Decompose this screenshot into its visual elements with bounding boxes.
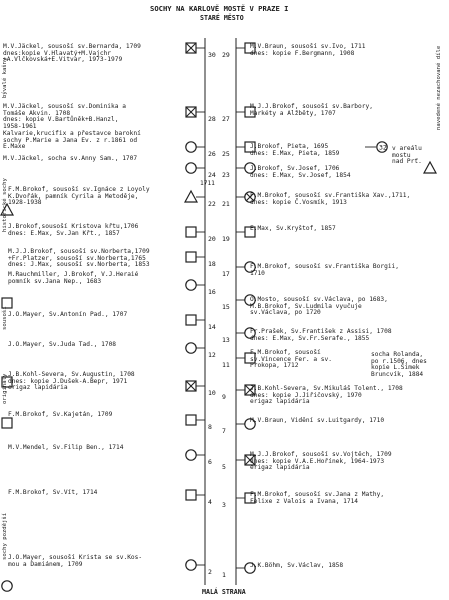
legend-left-1: bývalé kašny	[2, 57, 8, 98]
right-entry-25: J.Brokof, Pieta, 1695 dnes: E.Max, Pieta, 1859	[250, 143, 340, 157]
marker-number-27: 27	[222, 115, 230, 123]
right-entry-19: E.Max, Sv.Kryštof, 1857	[250, 225, 336, 232]
marker-number-24: 24	[208, 171, 216, 179]
marker-legend-right-triangle	[424, 162, 436, 173]
left-entry-22: F.M.Brokof, sousoší sv.Ignáce z Loyoly K.Dvořák, pamník Cyrila a Metoděje, 1928-1938	[8, 186, 150, 207]
year-1711: 1711	[200, 180, 215, 187]
marker-6-circle	[186, 450, 196, 460]
marker-number-7: 7	[222, 427, 226, 435]
marker-2-circle	[186, 560, 196, 570]
marker-legend-5-circle	[2, 581, 12, 591]
marker-number-23: 23	[222, 171, 230, 179]
right-entry-23: J.Brokof, Sv.Josef, 1706 dnes: E.Max, Sv.Josef, 1854	[250, 165, 351, 179]
legend-left-4: originály	[2, 373, 8, 404]
left-entry-10: J.B.Kohl-Severa, Sv.Augustin, 1708 dnes: kopie J.Dušek-A.Bepr, 1971 erigaz lapidária	[8, 371, 135, 392]
marker-22-triangle	[185, 191, 197, 202]
marker-number-13: 13	[222, 336, 230, 344]
left-entry-24: M.V.Jäckel, socha sv.Anny Sam., 1707	[3, 155, 138, 162]
marker-number-17: 17	[222, 270, 230, 278]
right-entry-21: F.M.Brokof, sousoší sv.Františka Xav.,1711, dnes: kopie Č.Vosmík, 1913	[250, 192, 411, 206]
right-entry-11: F.M.Brokof, sousoší sv.Vincence Fer. a sv. Prokopa, 1712	[250, 349, 332, 370]
left-entry-6: M.V.Mendel, Sv.Filip Ben., 1714	[8, 444, 124, 451]
marker-number-5: 5	[222, 463, 226, 471]
right-entry-5: M.J.J.Brokof, sousoší sv.Vojtěch, 1709 dnes: kopie V.A.E.Hořínek, 1964-1973 erigaz lapidária	[250, 451, 392, 472]
marker-number-9: 9	[222, 393, 226, 401]
marker-14-square	[186, 315, 196, 325]
legend-left-2: historické sochy	[2, 178, 8, 232]
left-entry-18: M.J.J.Brokof, sousoší sv.Norberta,1709 +Fr.Platzer, sousoší sv.Norberta,1765 dnes: J.Max, sousoší sv.Norberta, 1853	[8, 248, 150, 269]
left-entry-16: M.Rauchmiller, J.Brokof, V.J.Heraié pomník sv.Jana Nep., 1683	[8, 271, 139, 285]
marker-number-11: 11	[222, 361, 230, 369]
marker-4-square	[186, 490, 196, 500]
right-entry-1: J.K.Böhm, Sv.Václav, 1858	[250, 562, 344, 569]
marker-number-3: 3	[222, 501, 226, 509]
legend-right: navedené nezachované díle	[436, 45, 442, 130]
right-entry-29: M.V.Braun, sousoší sv.Ivo, 1711 dnes: kopie F.Bergmann, 1908	[250, 43, 366, 57]
note-roland: socha Rolanda, po r.1506, dnes kopie L.Šimek Bruncvík, 1884	[371, 351, 427, 378]
left-entry-4: F.M.Brokof, Sv.Vít, 1714	[8, 489, 98, 496]
marker-number-4: 4	[208, 498, 212, 506]
marker-12-circle	[186, 343, 196, 353]
marker-number-22: 22	[208, 200, 216, 208]
legend-left-3: sousoší	[2, 306, 8, 330]
left-entry-14: J.O.Mayer, Sv.Antonín Pad., 1707	[8, 311, 128, 318]
marker-20-square	[186, 227, 196, 237]
marker-number-10: 10	[208, 389, 216, 397]
marker-8-square	[186, 415, 196, 425]
marker-number-19: 19	[222, 235, 230, 243]
marker-number-15: 15	[222, 303, 230, 311]
marker-number-21: 21	[222, 200, 230, 208]
marker-number-29: 29	[222, 51, 230, 59]
marker-number-26: 26	[208, 150, 216, 158]
right-entry-9: J.B.Kohl-Severa, Sv.Mikuláš Tolent., 1708 dnes: kopie J.Jiřičovský, 1970 erigaz lapidária	[250, 385, 403, 406]
marker-number-32: 32	[379, 143, 387, 152]
left-entry-28: M.V.Jäckel, sousoší sv.Dominika a Tomáše Akvin. 1708 dnes: kopie V.Bartůněk+B.Hanzl, 1958-1961	[3, 103, 126, 130]
marker-number-28: 28	[208, 115, 216, 123]
marker-number-30: 30	[208, 51, 216, 59]
marker-number-8: 8	[208, 423, 212, 431]
left-entry-30: M.V.Jäckel, sousoší sv.Bernarda, 1709 dnes:kopie V.Hlavatý+M.Vajchr +A.Vlčkovská+E.Vitvar, 1973-1979	[3, 43, 141, 64]
marker-number-2: 2	[208, 568, 212, 576]
marker-number-25: 25	[222, 150, 230, 158]
marker-number-1: 1	[222, 571, 226, 579]
page-title: SOCHY NA KARLOVĚ MOSTĚ V PRAZE I	[150, 4, 289, 13]
right-entry-15: O.Mosto, sousoší sv.Václava, po 1683, M.B.Brokof, Sv.Ludmila vyučuje sv.Václava, po 1720	[250, 296, 388, 317]
marker-24-circle	[186, 163, 196, 173]
right-entry-3: F.M.Brokof, sousoší sv.Jana z Mathy, Felixe z Valois a Ivana, 1714	[250, 491, 385, 505]
marker-number-14: 14	[208, 323, 216, 331]
right-entry-13: Fr.Prašek, Sv.František z Assisi, 1708 dnes: E.Max, Sv.Fr.Serafe., 1855	[250, 328, 392, 342]
marker-number-20: 20	[208, 235, 216, 243]
left-entry-20: J.Brokof,sousoší Kristova křtu,1706 dnes: E.Max, Sv.Jan Křt., 1857	[8, 223, 139, 237]
left-entry-2: J.O.Mayer, sousoší Krista se sv.Kos- mou a Damiánem, 1709	[8, 554, 143, 568]
right-entry-27: M.J.J.Brokof, sousoší sv.Barbory, Markéty a Alžběty, 1707	[250, 103, 373, 117]
note-marker-32: v areálu mostu nad Prť.	[392, 145, 422, 166]
left-entry-26: Kalvarie,krucifix a přestavce barokní sochy P.Marie a Jana Ev. z r.1861 od E.Maxe	[3, 130, 141, 151]
right-entry-7: M.V.Braun, Vidění sv.Luitgardy, 1710	[250, 417, 385, 424]
old-town-label: STARÉ MĚSTO	[200, 14, 244, 22]
marker-26-circle	[186, 142, 196, 152]
legend-left-5: sochy pozdější	[2, 512, 8, 560]
lesser-town-label: MALÁ STRANA	[202, 588, 246, 596]
marker-18-square	[186, 252, 196, 262]
left-entry-8: F.M.Brokof, Sv.Kajetán, 1709	[8, 411, 113, 418]
right-entry-17: F.M.Brokof, sousoší sv.Františka Borgii, 1710	[250, 263, 400, 277]
marker-number-6: 6	[208, 458, 212, 466]
marker-number-12: 12	[208, 351, 216, 359]
marker-legend-4-square	[2, 418, 12, 428]
marker-number-18: 18	[208, 260, 216, 268]
marker-number-16: 16	[208, 288, 216, 296]
left-entry-12: J.O.Mayer, Sv.Juda Tad., 1708	[8, 341, 117, 348]
marker-16-circle	[186, 280, 196, 290]
